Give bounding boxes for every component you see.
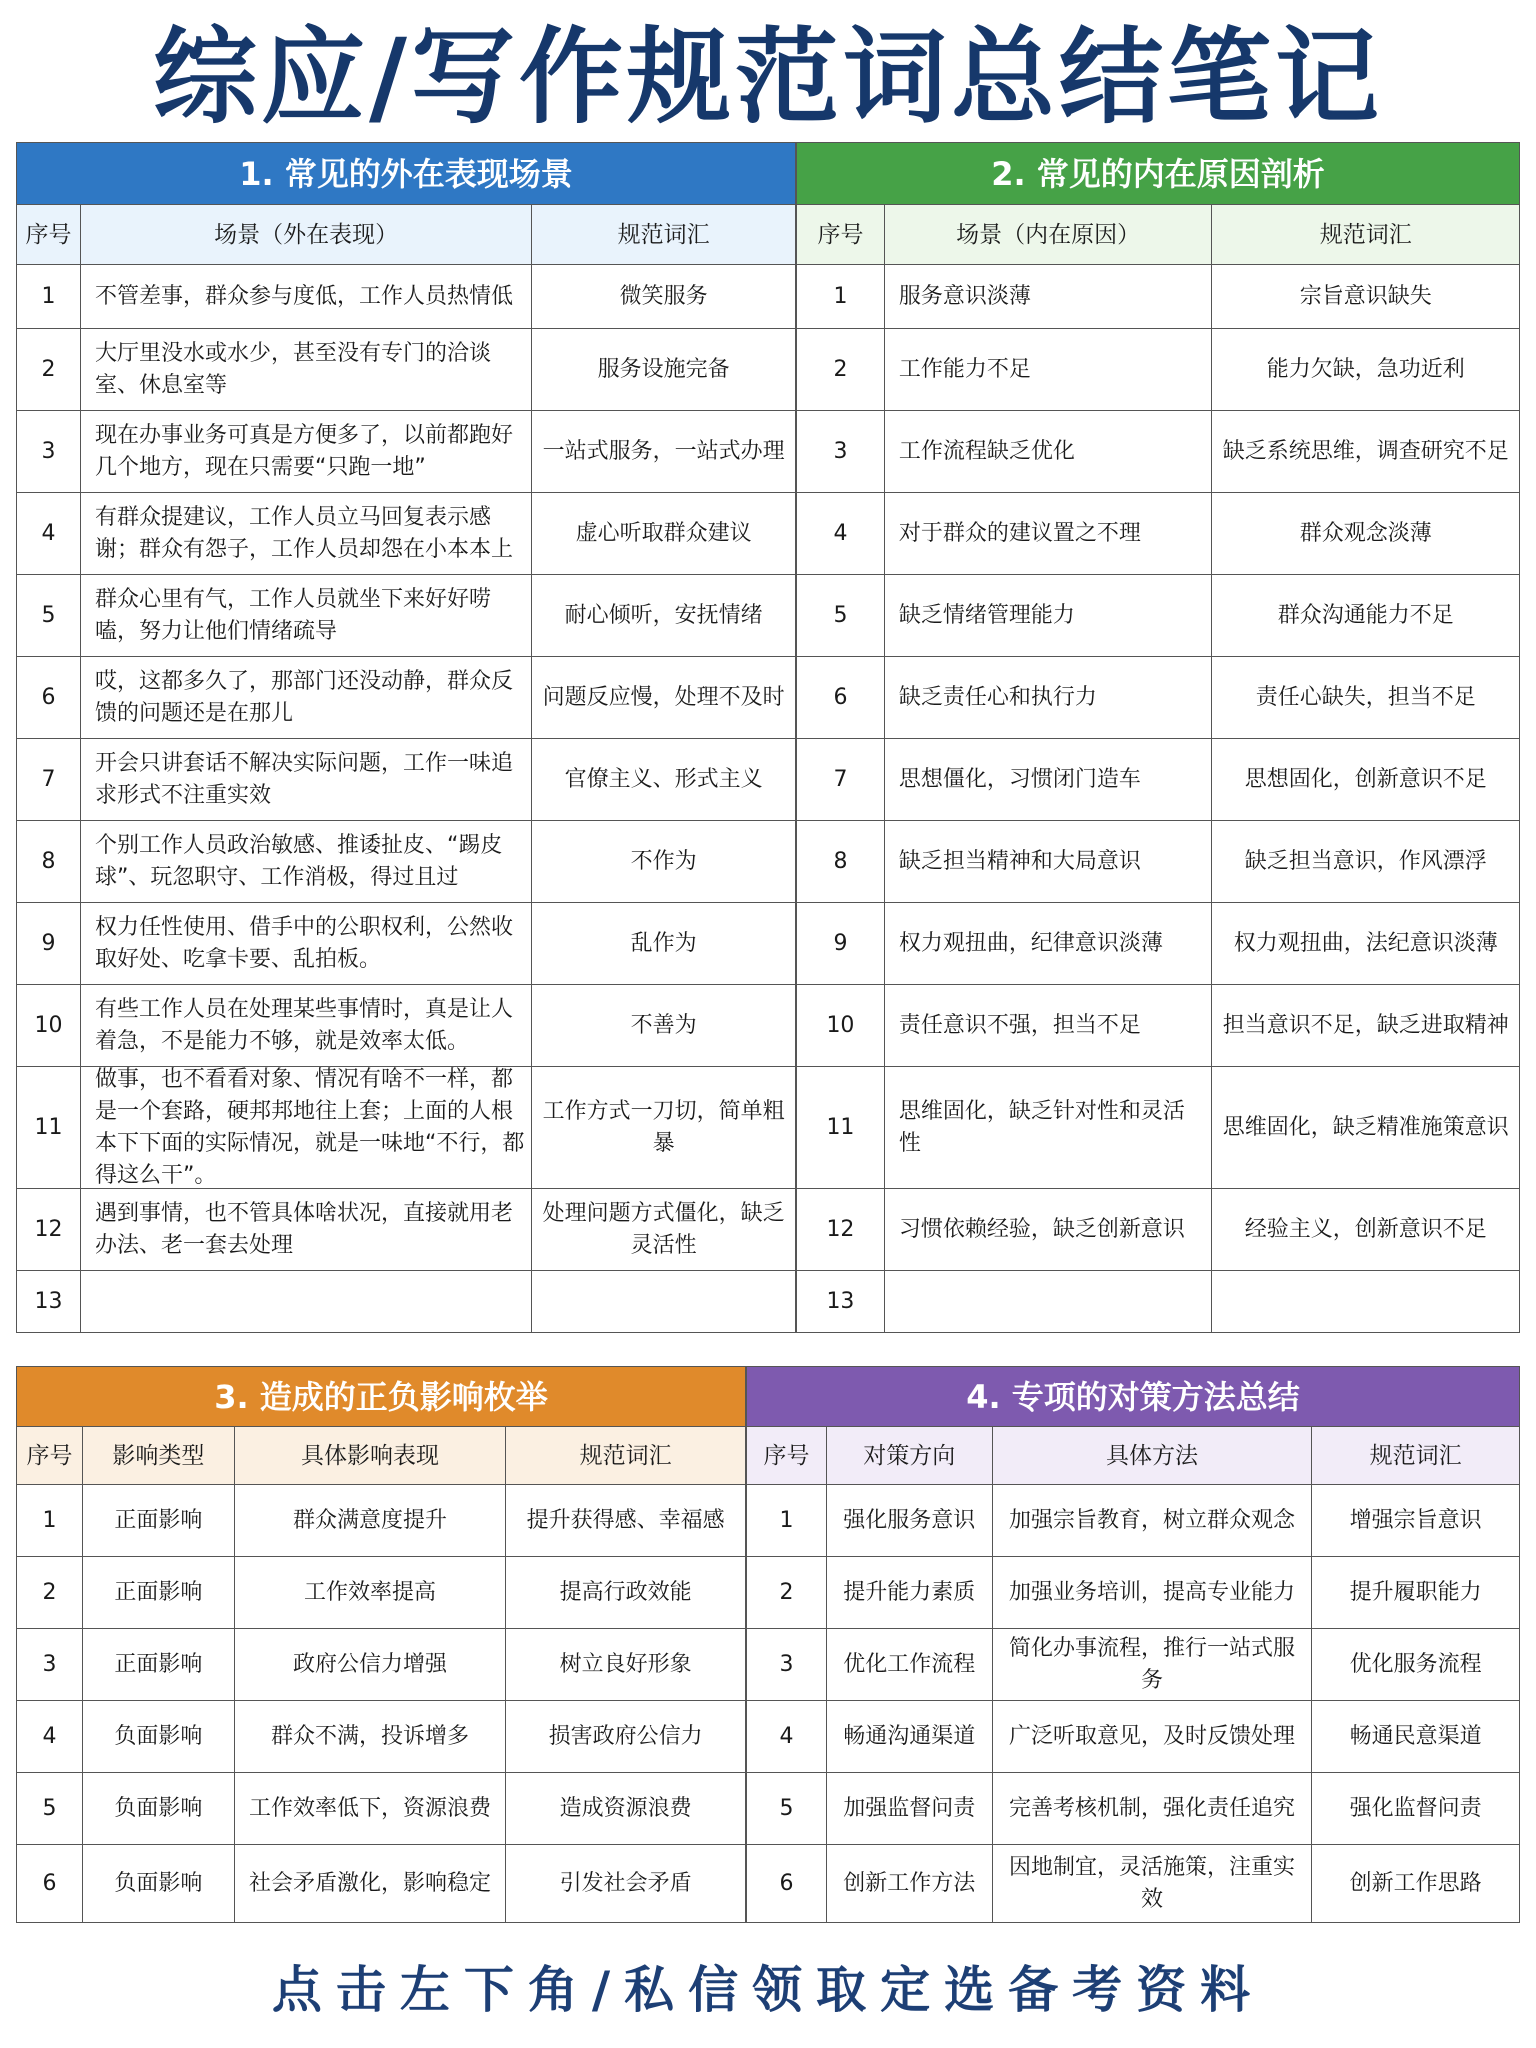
row-number: 12	[797, 1189, 885, 1271]
table-cell: 思想僵化，习惯闭门造车	[885, 739, 1213, 821]
column-header: 序号	[797, 205, 885, 265]
table-cell: 增强宗旨意识	[1312, 1485, 1520, 1557]
table-cell: 有些工作人员在处理某些事情时，真是让人着急，不是能力不够，就是效率太低。	[81, 985, 532, 1067]
table-cell: 开会只讲套话不解决实际问题，工作一味追求形式不注重实效	[81, 739, 532, 821]
table-cell: 问题反应慢，处理不及时	[532, 657, 796, 739]
table-cell: 群众观念淡薄	[1212, 493, 1520, 575]
table-row	[747, 1845, 1520, 1923]
table-row	[17, 1189, 796, 1271]
row-number: 1	[17, 1485, 83, 1557]
table-cell: 强化服务意识	[827, 1485, 993, 1557]
column-header: 规范词汇	[1212, 205, 1520, 265]
column-header: 序号	[17, 1427, 83, 1485]
table-row	[17, 1629, 746, 1701]
row-number: 2	[797, 329, 885, 411]
table-cell	[532, 1271, 796, 1333]
table-row	[797, 411, 1520, 493]
column-header: 序号	[17, 205, 81, 265]
table-cell: 责任意识不强，担当不足	[885, 985, 1213, 1067]
section-header: 3. 造成的正负影响枚举	[17, 1367, 746, 1427]
table-row	[747, 1773, 1520, 1845]
column-header: 规范词汇	[506, 1427, 746, 1485]
table-cell: 工作流程缺乏优化	[885, 411, 1213, 493]
table-row	[797, 821, 1520, 903]
table-cell: 提高行政效能	[506, 1557, 746, 1629]
table-cell: 不作为	[532, 821, 796, 903]
table-cell: 遇到事情，也不管具体啥状况，直接就用老办法、老一套去处理	[81, 1189, 532, 1271]
section-impacts	[16, 1366, 746, 1923]
row-number: 5	[797, 575, 885, 657]
row-number: 4	[17, 493, 81, 575]
table-cell: 思维固化，缺乏精准施策意识	[1212, 1067, 1520, 1189]
table-cell	[885, 1271, 1213, 1333]
column-header: 规范词汇	[1312, 1427, 1520, 1485]
table-cell: 不管差事，群众参与度低，工作人员热情低	[81, 265, 532, 329]
row-number: 10	[17, 985, 81, 1067]
table-cell	[81, 1271, 532, 1333]
table-row	[797, 903, 1520, 985]
table-cell: 正面影响	[83, 1629, 235, 1701]
table-cell: 加强宗旨教育，树立群众观念	[993, 1485, 1313, 1557]
table-cell: 优化服务流程	[1312, 1629, 1520, 1701]
table-cell: 正面影响	[83, 1485, 235, 1557]
table-row	[17, 739, 796, 821]
row-number: 6	[797, 657, 885, 739]
row-number: 5	[17, 1773, 83, 1845]
row-number: 3	[797, 411, 885, 493]
section-header: 1. 常见的外在表现场景	[17, 143, 796, 205]
table-row	[747, 1701, 1520, 1773]
row-number: 8	[797, 821, 885, 903]
table-row	[17, 1701, 746, 1773]
table-cell: 现在办事业务可真是方便多了，以前都跑好几个地方，现在只需要“只跑一地”	[81, 411, 532, 493]
row-number: 4	[747, 1701, 827, 1773]
column-header-row	[17, 1427, 746, 1485]
table-cell: 思维固化，缺乏针对性和灵活性	[885, 1067, 1213, 1189]
table-cell: 权力观扭曲，纪律意识淡薄	[885, 903, 1213, 985]
table-cell: 官僚主义、形式主义	[532, 739, 796, 821]
table-cell: 负面影响	[83, 1701, 235, 1773]
column-header: 影响类型	[83, 1427, 235, 1485]
table-cell: 畅通沟通渠道	[827, 1701, 993, 1773]
table-cell: 加强业务培训，提高专业能力	[993, 1557, 1313, 1629]
table-cell: 大厅里没水或水少，甚至没有专门的洽谈室、休息室等	[81, 329, 532, 411]
table-cell: 造成资源浪费	[506, 1773, 746, 1845]
table-cell: 服务意识淡薄	[885, 265, 1213, 329]
table-cell: 社会矛盾激化，影响稳定	[235, 1845, 507, 1923]
row-number: 2	[747, 1557, 827, 1629]
table-row	[797, 329, 1520, 411]
table-cell: 做事，也不看看对象、情况有啥不一样，都是一个套路，硬邦邦地往上套；上面的人根本下下面的实际情况，就是一味地“不行，都得这么干”。	[81, 1067, 532, 1189]
row-number: 2	[17, 1557, 83, 1629]
table-cell: 权力任性使用、借手中的公职权利，公然收取好处、吃拿卡要、乱拍板。	[81, 903, 532, 985]
table-cell: 群众沟通能力不足	[1212, 575, 1520, 657]
table-row	[797, 575, 1520, 657]
table-row	[797, 1067, 1520, 1189]
table-cell: 能力欠缺，急功近利	[1212, 329, 1520, 411]
table-cell: 工作效率低下，资源浪费	[235, 1773, 507, 1845]
row-number: 5	[747, 1773, 827, 1845]
row-number: 3	[747, 1629, 827, 1701]
table-body	[747, 1427, 1520, 1923]
table-cell: 乱作为	[532, 903, 796, 985]
table-cell: 负面影响	[83, 1845, 235, 1923]
table-cell: 正面影响	[83, 1557, 235, 1629]
table-row	[17, 1485, 746, 1557]
table-cell: 经验主义，创新意识不足	[1212, 1189, 1520, 1271]
row-number: 13	[17, 1271, 81, 1333]
table-row	[17, 1773, 746, 1845]
table-row	[747, 1557, 1520, 1629]
table-row	[797, 1189, 1520, 1271]
table-cell: 加强监督问责	[827, 1773, 993, 1845]
row-number: 3	[17, 411, 81, 493]
table-cell: 不善为	[532, 985, 796, 1067]
table-body	[797, 205, 1520, 1333]
table-cell: 责任心缺失，担当不足	[1212, 657, 1520, 739]
section-header: 4. 专项的对策方法总结	[747, 1367, 1520, 1427]
table-cell: 有群众提建议，工作人员立马回复表示感谢；群众有怨子，工作人员却怨在小本本上	[81, 493, 532, 575]
table-cell: 对于群众的建议置之不理	[885, 493, 1213, 575]
table-cell: 强化监督问责	[1312, 1773, 1520, 1845]
table-cell: 宗旨意识缺失	[1212, 265, 1520, 329]
table-cell: 提升获得感、幸福感	[506, 1485, 746, 1557]
column-header: 具体影响表现	[235, 1427, 507, 1485]
table-body	[17, 1427, 746, 1923]
row-number: 4	[17, 1701, 83, 1773]
row-number: 2	[17, 329, 81, 411]
table-row	[17, 903, 796, 985]
row-number: 11	[17, 1067, 81, 1189]
table-cell: 耐心倾听，安抚情绪	[532, 575, 796, 657]
table-cell: 提升履职能力	[1312, 1557, 1520, 1629]
table-row	[17, 329, 796, 411]
table-cell: 因地制宜，灵活施策，注重实效	[993, 1845, 1313, 1923]
table-cell: 习惯依赖经验，缺乏创新意识	[885, 1189, 1213, 1271]
table-cell: 微笑服务	[532, 265, 796, 329]
table-cell: 工作能力不足	[885, 329, 1213, 411]
table-row	[17, 985, 796, 1067]
table-body	[17, 205, 796, 1333]
row-number: 3	[17, 1629, 83, 1701]
table-row	[17, 1557, 746, 1629]
table-cell: 广泛听取意见，及时反馈处理	[993, 1701, 1313, 1773]
table-row	[797, 739, 1520, 821]
column-header: 场景（内在原因）	[885, 205, 1213, 265]
row-number: 9	[797, 903, 885, 985]
row-number: 8	[17, 821, 81, 903]
table-cell: 缺乏责任心和执行力	[885, 657, 1213, 739]
table-row	[797, 657, 1520, 739]
row-number: 9	[17, 903, 81, 985]
table-cell: 缺乏情绪管理能力	[885, 575, 1213, 657]
section-internal-causes	[796, 142, 1520, 1333]
row-number: 10	[797, 985, 885, 1067]
row-number: 7	[797, 739, 885, 821]
page-title: 综应/写作规范词总结笔记	[153, 16, 1383, 138]
row-number: 1	[17, 265, 81, 329]
table-cell: 工作效率提高	[235, 1557, 507, 1629]
row-number: 12	[17, 1189, 81, 1271]
row-number: 1	[797, 265, 885, 329]
table-cell: 群众不满，投诉增多	[235, 1701, 507, 1773]
column-header: 规范词汇	[532, 205, 796, 265]
table-cell: 简化办事流程，推行一站式服务	[993, 1629, 1313, 1701]
row-number: 6	[17, 1845, 83, 1923]
section-header: 2. 常见的内在原因剖析	[797, 143, 1520, 205]
column-header: 场景（外在表现）	[81, 205, 532, 265]
table-cell: 畅通民意渠道	[1312, 1701, 1520, 1773]
table-row	[17, 1271, 796, 1333]
table-cell: 权力观扭曲，法纪意识淡薄	[1212, 903, 1520, 985]
table-cell: 个别工作人员政治敏感、推诿扯皮、“踢皮球”、玩忽职守、工作消极，得过且过	[81, 821, 532, 903]
section-countermeasures	[746, 1366, 1520, 1923]
table-cell	[1212, 1271, 1520, 1333]
table-row	[17, 1845, 746, 1923]
table-cell: 树立良好形象	[506, 1629, 746, 1701]
table-row	[797, 985, 1520, 1067]
row-number: 11	[797, 1067, 885, 1189]
table-cell: 损害政府公信力	[506, 1701, 746, 1773]
table-cell: 缺乏系统思维，调查研究不足	[1212, 411, 1520, 493]
table-cell: 提升能力素质	[827, 1557, 993, 1629]
table-row	[17, 575, 796, 657]
table-row	[747, 1629, 1520, 1701]
table-row	[17, 493, 796, 575]
column-header: 具体方法	[993, 1427, 1313, 1485]
row-number: 7	[17, 739, 81, 821]
table-row	[797, 265, 1520, 329]
column-header-row	[747, 1427, 1520, 1485]
table-row	[17, 411, 796, 493]
row-number: 4	[797, 493, 885, 575]
column-header-row	[797, 205, 1520, 265]
table-cell: 思想固化，创新意识不足	[1212, 739, 1520, 821]
table-cell: 一站式服务，一站式办理	[532, 411, 796, 493]
table-cell: 服务设施完备	[532, 329, 796, 411]
section-external-scenes	[16, 142, 796, 1333]
table-cell: 创新工作方法	[827, 1845, 993, 1923]
table-cell: 引发社会矛盾	[506, 1845, 746, 1923]
column-header: 对策方向	[827, 1427, 993, 1485]
table-row	[797, 1271, 1520, 1333]
table-row	[17, 821, 796, 903]
table-cell: 缺乏担当精神和大局意识	[885, 821, 1213, 903]
footer-cta: 点击左下角/私信领取定选备考资料	[271, 1961, 1265, 2019]
table-cell: 群众满意度提升	[235, 1485, 507, 1557]
table-cell: 群众心里有气，工作人员就坐下来好好唠嗑，努力让他们情绪疏导	[81, 575, 532, 657]
column-header-row	[17, 205, 796, 265]
table-cell: 哎，这都多久了，那部门还没动静，群众反馈的问题还是在那儿	[81, 657, 532, 739]
table-cell: 负面影响	[83, 1773, 235, 1845]
table-row	[17, 1067, 796, 1189]
table-row	[797, 493, 1520, 575]
table-cell: 担当意识不足，缺乏进取精神	[1212, 985, 1520, 1067]
column-header: 序号	[747, 1427, 827, 1485]
table-cell: 创新工作思路	[1312, 1845, 1520, 1923]
table-cell: 优化工作流程	[827, 1629, 993, 1701]
row-number: 13	[797, 1271, 885, 1333]
row-number: 5	[17, 575, 81, 657]
table-row	[17, 265, 796, 329]
table-cell: 工作方式一刀切，简单粗暴	[532, 1067, 796, 1189]
row-number: 6	[17, 657, 81, 739]
table-cell: 政府公信力增强	[235, 1629, 507, 1701]
row-number: 1	[747, 1485, 827, 1557]
table-row	[17, 657, 796, 739]
table-cell: 缺乏担当意识，作风漂浮	[1212, 821, 1520, 903]
table-row	[747, 1485, 1520, 1557]
row-number: 6	[747, 1845, 827, 1923]
table-cell: 处理问题方式僵化，缺乏灵活性	[532, 1189, 796, 1271]
table-cell: 虚心听取群众建议	[532, 493, 796, 575]
table-cell: 完善考核机制，强化责任追究	[993, 1773, 1313, 1845]
